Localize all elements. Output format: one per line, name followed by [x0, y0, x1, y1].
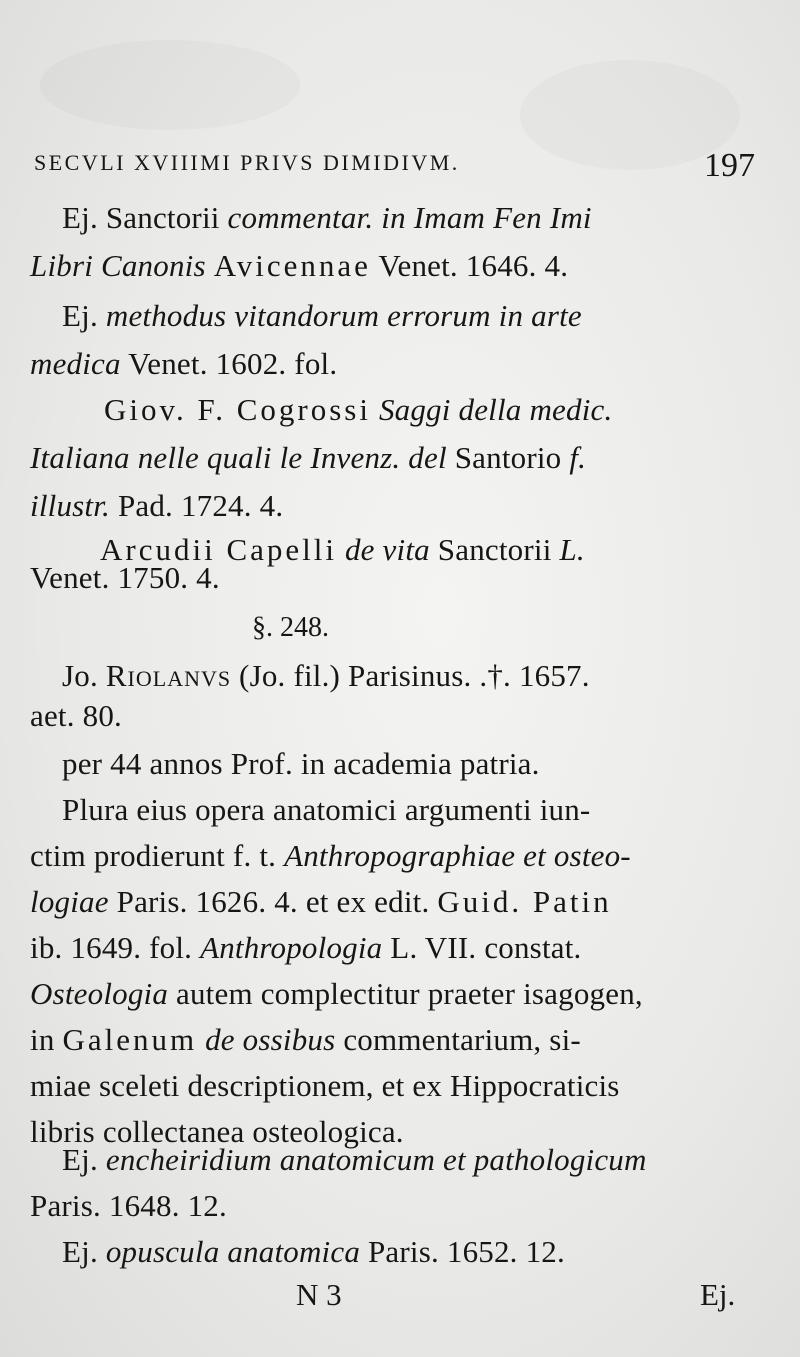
text-run-italic: Saggi della medic. — [378, 392, 613, 427]
text-run-spaced: Giov. F. Cogrossi — [104, 392, 371, 427]
text-run: autem complectitur praeter isagogen, — [168, 976, 643, 1011]
text-run: L. VII. constat. — [382, 930, 582, 965]
text-run-italic: Italiana nelle quali le Invenz. del — [30, 440, 447, 475]
text-run-italic: Anthropographiae et osteo- — [284, 838, 631, 873]
text-run-spaced: Avicennae — [213, 248, 371, 283]
text-run: Venet. 1750. 4. — [30, 560, 220, 595]
text-line — [30, 696, 122, 736]
text-line — [62, 1232, 565, 1272]
text-run: Plura eius opera anatomici argumenti iun- — [62, 792, 591, 827]
running-title: SECVLI XVIIIMI PRIVS DIMIDIVM. — [34, 150, 460, 175]
text-run: (Jo. fil.) Parisinus. .†. 1657. — [231, 658, 590, 693]
text-line — [30, 836, 631, 876]
text-line — [62, 296, 582, 336]
text-line — [62, 656, 590, 696]
section-number: §. 248. — [252, 612, 329, 643]
text-run: Venet. 1602. fol. — [120, 346, 338, 381]
text-run: Venet. 1646. 4. — [370, 248, 569, 283]
text-run: Paris. 1648. 12. — [30, 1188, 227, 1223]
text-run: in — [30, 1022, 63, 1057]
text-line — [30, 558, 220, 598]
text-run-italic: Osteologia — [30, 976, 169, 1011]
text-line — [62, 198, 592, 238]
text-line — [30, 246, 568, 286]
text-run-italic: encheiridium anatomicum et pathologicum — [105, 1142, 647, 1177]
text-run-italic: logiae — [30, 884, 109, 919]
text-line — [30, 486, 283, 526]
text-line — [30, 882, 612, 922]
text-run-italic: medica — [30, 346, 121, 381]
paper-stain — [40, 40, 300, 130]
text-run: Ej. Sanctorii — [62, 200, 228, 235]
text-line — [30, 1020, 581, 1060]
text-line — [62, 790, 590, 830]
author-name: Riolanvs — [105, 658, 232, 693]
text-run: Paris. 1626. 4. et ex edit. — [108, 884, 438, 919]
text-run: aet. 80. — [30, 698, 122, 733]
text-line — [30, 974, 643, 1014]
text-run: Paris. 1652. 12. — [360, 1234, 565, 1269]
text-run — [206, 248, 214, 283]
text-run-italic: Anthropologia — [200, 930, 383, 965]
page-number: 197 — [704, 147, 755, 184]
text-run: Ej. — [62, 298, 106, 333]
text-run-spaced: Guid. Patin — [437, 884, 612, 919]
text-run: ib. 1649. fol. — [30, 930, 201, 965]
catchword: Ej. — [700, 1277, 736, 1312]
text-run: Ej. — [62, 1234, 106, 1269]
text-run: Pad. 1724. 4. — [110, 488, 284, 523]
text-run: Jo. — [62, 658, 106, 693]
text-run-italic: f. — [569, 440, 587, 475]
text-run: libris collectanea osteologica. — [30, 1114, 404, 1149]
text-run-italic: illustr. — [30, 488, 110, 523]
text-line — [30, 1186, 227, 1226]
text-run-spaced: Galenum — [62, 1022, 198, 1057]
text-line — [30, 928, 581, 968]
text-line — [104, 390, 612, 430]
signature-mark: N 3 — [296, 1277, 342, 1312]
text-run-italic: de vita — [344, 532, 430, 567]
text-run: ctim prodierunt f. t. — [30, 838, 285, 873]
text-line — [30, 438, 586, 478]
text-run-italic: de ossibus — [205, 1022, 336, 1057]
text-line — [30, 1066, 620, 1106]
text-run-italic: methodus vitandorum errorum in arte — [105, 298, 582, 333]
text-line — [30, 344, 337, 384]
text-run — [371, 392, 379, 427]
text-run-spaced: Arcudii Capelli — [100, 532, 337, 567]
text-run: commentarium, si- — [335, 1022, 581, 1057]
text-run-italic: L. — [559, 532, 585, 567]
text-run — [337, 532, 345, 567]
text-line — [62, 744, 540, 784]
text-run-italic: commentar. in Imam Fen Imi — [227, 200, 592, 235]
text-run: Sanctorii — [429, 532, 560, 567]
text-line — [62, 1140, 647, 1180]
text-run — [197, 1022, 205, 1057]
text-run: per 44 annos Prof. in academia patria. — [62, 746, 540, 781]
text-run-italic: Libri Canonis — [30, 248, 206, 283]
text-run: miae sceleti descriptionem, et ex Hippocraticis — [30, 1068, 620, 1103]
text-run: Santorio — [446, 440, 570, 475]
text-run: Ej. — [62, 1142, 106, 1177]
text-run-italic: opuscula anatomica — [105, 1234, 361, 1269]
